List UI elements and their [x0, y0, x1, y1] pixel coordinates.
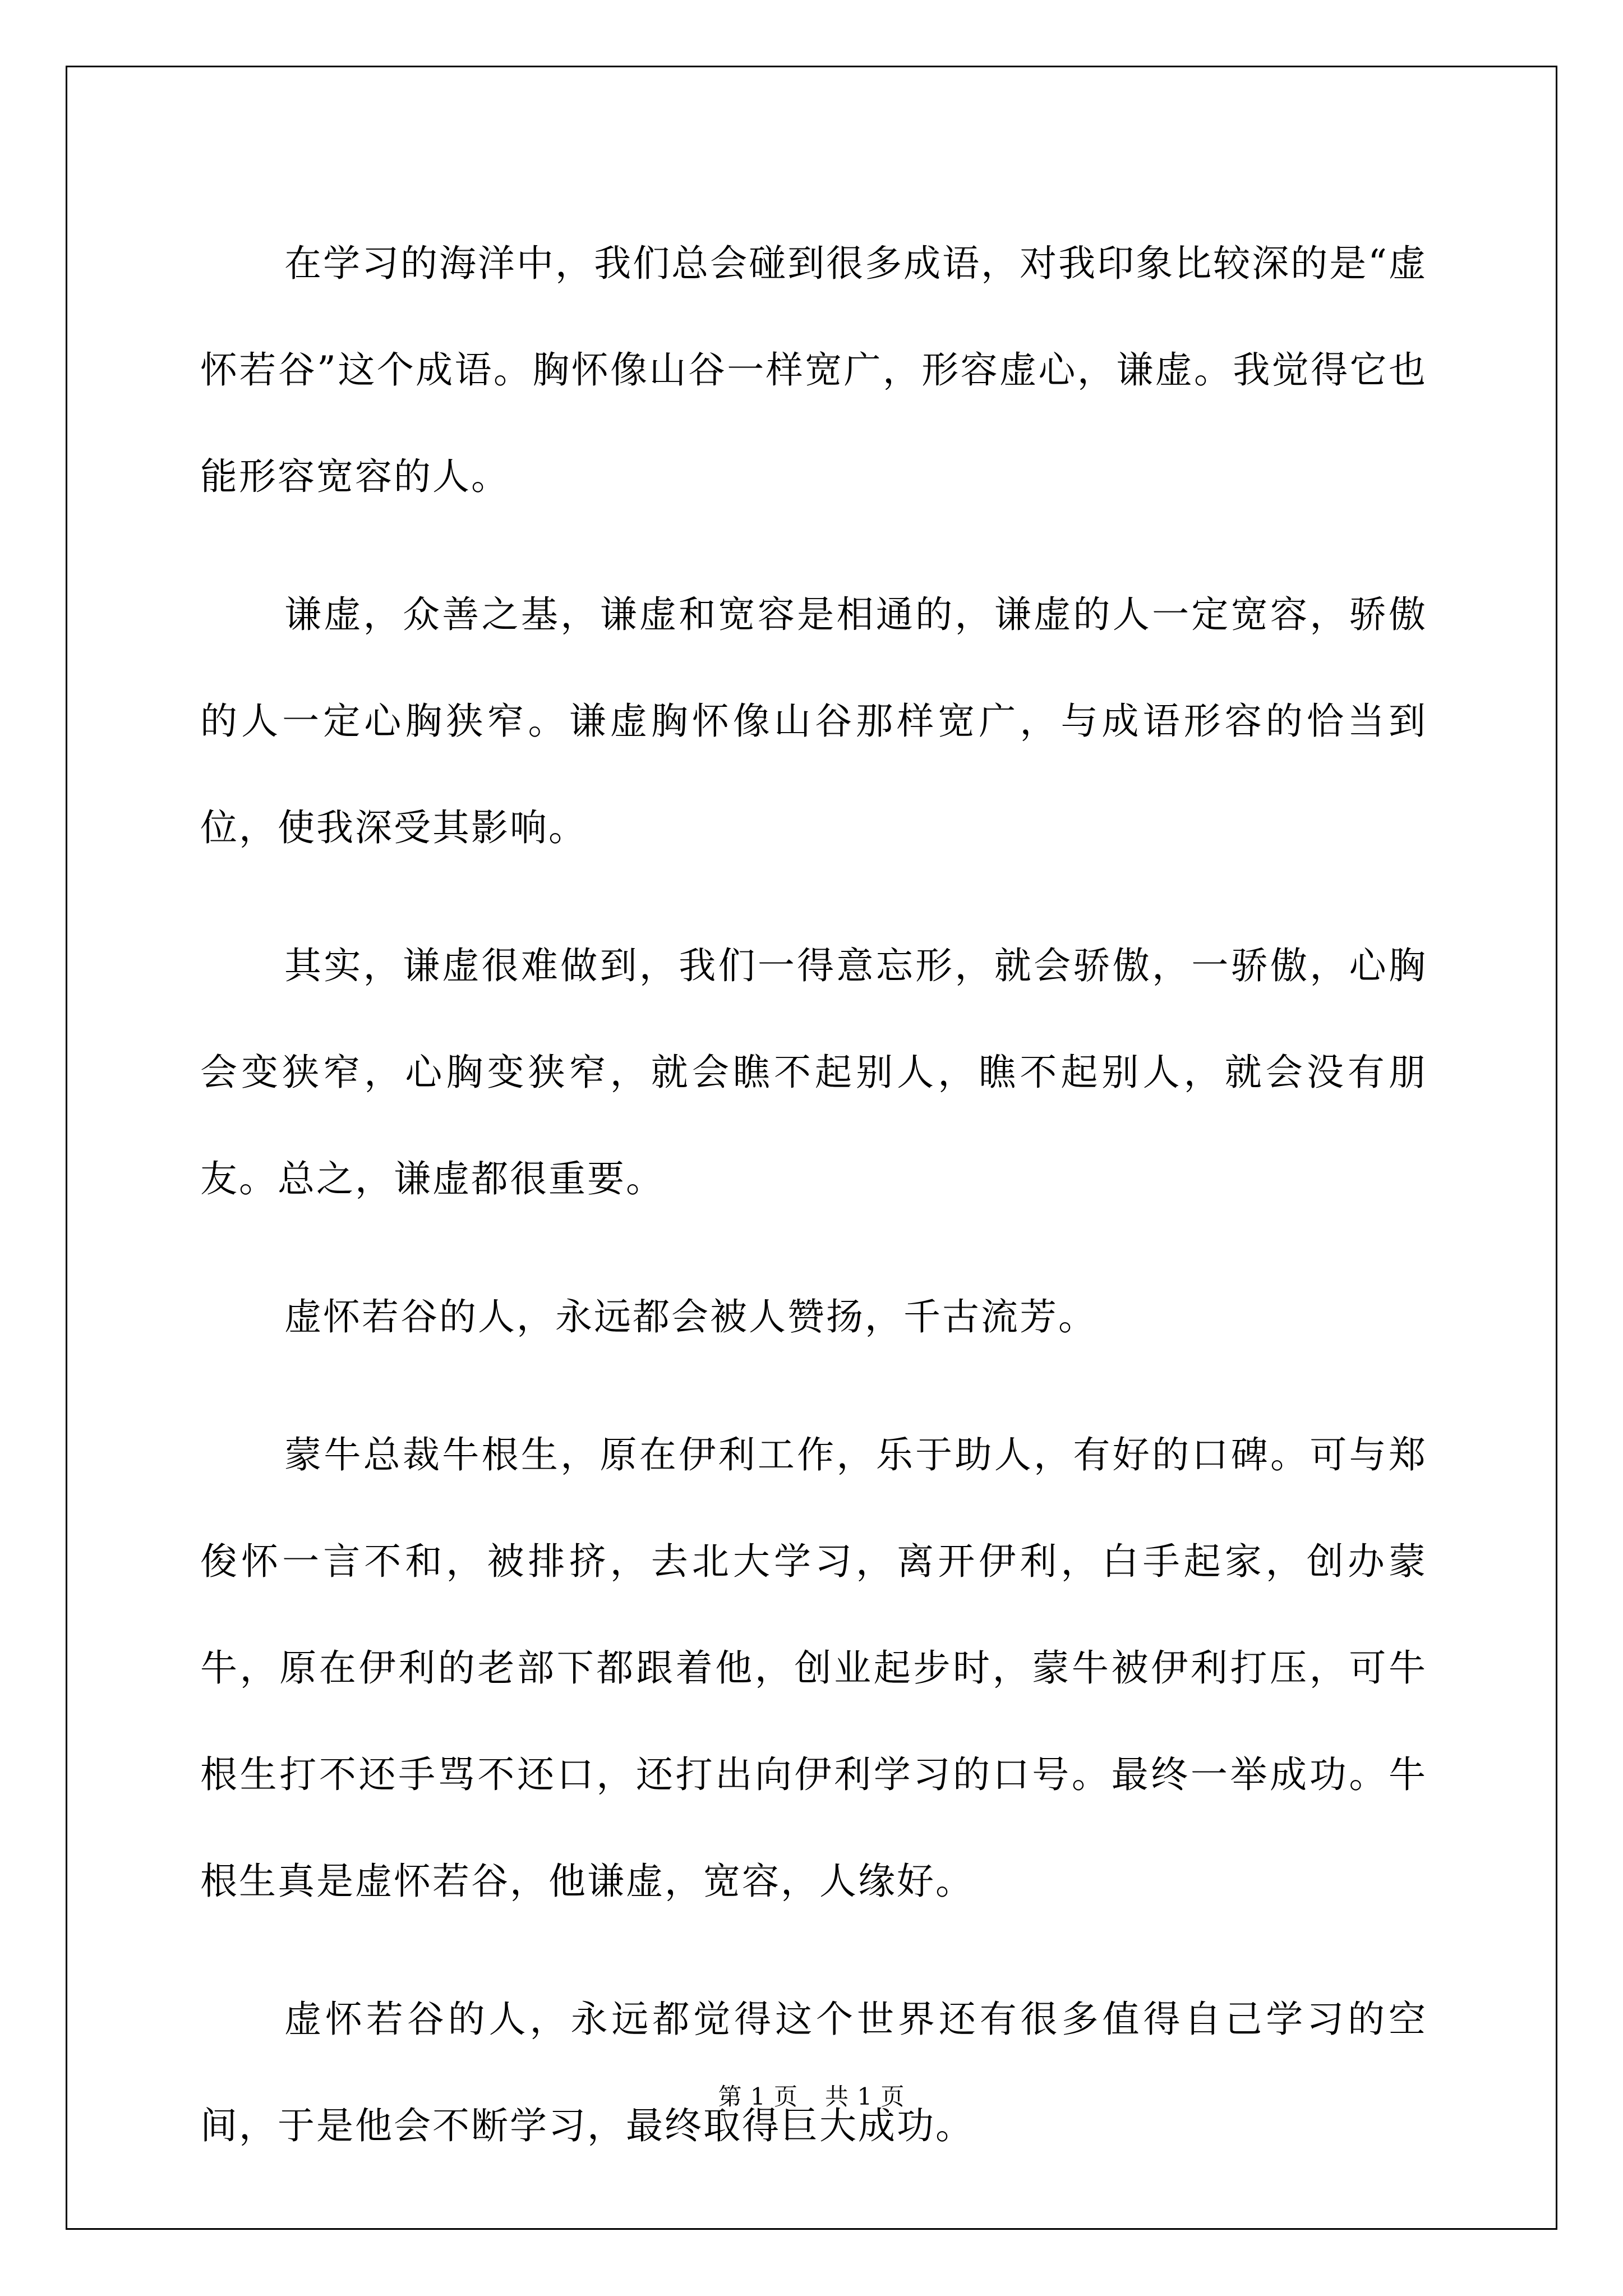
paragraph-5: 蒙牛总裁牛根生，原在伊利工作，乐于助人，有好的口碑。可与郑俊怀一言不和，被排挤，去北大学习，离开伊利，白手起家，创办蒙牛，原在伊利的老部下都跟着他，创业起步时，蒙牛被伊利打压，可牛根生打不还手骂不还口，还打出向伊利学习的口号。最终一举成功。牛根生真是虚怀若谷，他谦虚，宽容，人缘好。	[200, 1433, 1427, 1903]
paragraph-6: 虚怀若谷的人，永远都觉得这个世界还有很多值得自己学习的空间，于是他会不断学习，最终取得巨大成功。	[200, 1998, 1427, 2147]
paragraph-2: 谦虚，众善之基，谦虚和宽容是相通的，谦虚的人一定宽容，骄傲的人一定心胸狭窄。谦虚胸怀像山谷那样宽广，与成语形容的恰当到位，使我深受其影响。	[200, 593, 1427, 849]
page-footer	[0, 2080, 1623, 2114]
page-number-current: 第 1 页	[718, 2083, 798, 2110]
paragraph-4: 虚怀若谷的人，永远都会被人赞扬，千古流芳。	[284, 1295, 1097, 1338]
document-body	[200, 210, 1427, 2211]
paragraph-1: 在学习的海洋中，我们总会碰到很多成语，对我印象比较深的是“虚怀若谷”这个成语。胸怀像山谷一样宽广，形容虚心，谦虚。我觉得它也能形容宽容的人。	[200, 242, 1427, 498]
page-number-total: 共 1 页	[825, 2083, 905, 2110]
paragraph-3: 其实，谦虚很难做到，我们一得意忘形，就会骄傲，一骄傲，心胸会变狭窄，心胸变狭窄，就会瞧不起别人，瞧不起别人，就会没有朋友。总之，谦虚都很重要。	[200, 944, 1427, 1200]
